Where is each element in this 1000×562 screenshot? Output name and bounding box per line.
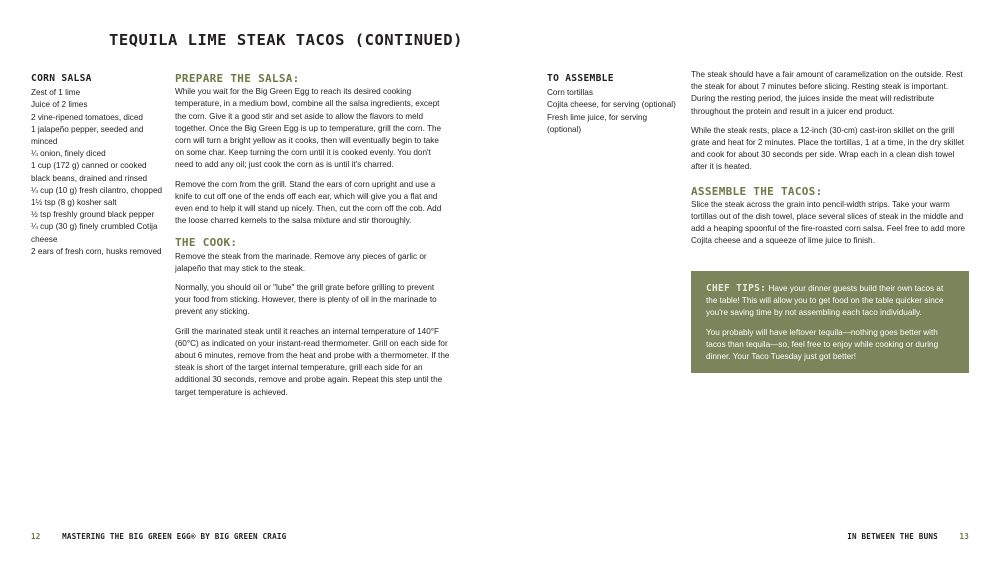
tortilla-paragraph: While the steak rests, place a 12-inch (30-cm) cast-iron skillet on the grill grate and heat for 2 minutes. Place the tortillas, 1 at a time, in the dry skillet and cook for about 30 seconds per side. Wrap each in a clean dish towel after it is heated. — [691, 125, 965, 172]
to-assemble-list — [547, 87, 682, 136]
book-title: MASTERING THE BIG GREEN EGG® BY BIG GREEN CRAIG — [62, 532, 287, 541]
chef-tips-text: Have your dinner guests build their own tacos at the table! This will allow you to get food on the table quicker since you're saving time by not assembling each taco individually. — [706, 284, 944, 318]
chef-tips-label: CHEF TIPS: — [706, 283, 767, 294]
right-instructions-column — [691, 69, 969, 255]
right-page-number: 13 — [959, 532, 969, 541]
chef-tips-box — [691, 271, 969, 373]
the-cook-paragraph: Remove the steak from the marinade. Remove any pieces of garlic or jalapeño that may stick to the steak. — [175, 251, 427, 273]
the-cook-paragraph: Normally, you should oil or "lube" the grill grate before grilling to prevent your food from sticking. However, there is plenty of oil in the marinade to prevent any sticking. — [175, 283, 437, 317]
corn-salsa-column — [31, 73, 166, 258]
footer-right — [847, 532, 969, 541]
the-cook-heading: THE COOK: — [175, 236, 238, 250]
ingredient-item: ¼ cup (10 g) fresh cilantro, chopped — [31, 185, 163, 195]
chef-tips-first-paragraph — [706, 283, 954, 320]
prepare-salsa-paragraph: Remove the corn from the grill. Stand the ears of corn upright and use a knife to cut off one of the ends off each ear, which will give you a flat and even end to help it will stand up nicely. Then, cut the corn off the cob. Add the loose charred kernels to the salsa mixture and stir thoroughly. — [175, 179, 442, 226]
ingredient-item: 2 vine-ripened tomatoes, diced — [31, 112, 143, 122]
left-page-number: 12 — [31, 532, 41, 541]
footer-left — [31, 532, 286, 541]
ingredient-item: ¼ cup (30 g) finely crumbled Cotija cheese — [31, 222, 158, 244]
page-title: TEQUILA LIME STEAK TACOS (CONTINUED) — [109, 31, 463, 49]
assemble-item: Fresh lime juice, for serving (optional) — [547, 112, 648, 134]
ingredient-item: Juice of 2 limes — [31, 100, 88, 110]
chef-tips-second-paragraph: You probably will have leftover tequila—nothing goes better with tacos than tequila—so, feel free to enjoy while cooking or during dinner. Your Taco Tuesday just got better! — [706, 327, 939, 362]
instructions-column — [175, 73, 450, 406]
the-cook-paragraph: Grill the marinated steak until it reaches an internal temperature of 140°F (60°C) as indicated on your instant-read thermometer. Grill on each side for about 6 minutes, remove from the heat and probe with a thermometer. If the steak is short of the target internal temperature, grill each side for an additional 30 seconds, remove and probe again. Repeat this step until the target temperature is achieved. — [175, 326, 450, 397]
ingredient-item: 1 jalapeño pepper, seeded and minced — [31, 124, 144, 147]
assemble-tacos-heading: ASSEMBLE THE TACOS: — [691, 184, 823, 198]
ingredient-item: 1½ tsp (8 g) kosher salt — [31, 198, 117, 208]
chapter-title: IN BETWEEN THE BUNS — [847, 532, 938, 541]
prepare-salsa-paragraph: While you wait for the Big Green Egg to reach its desired cooking temperature, in a medium bowl, combine all the salsa ingredients, except the corn. Give it a good stir and set aside to allow the flavors to meld together. Once the Big Green Egg is up to temperature, grill the corn. The corn will turn a bright yellow as it cooks, then will eventually begin to take on some char. Keep turning the corn until it is cooked evenly. You don't need to add any oil; just cook the corn as is until it's charred. — [175, 87, 442, 170]
resting-paragraph: The steak should have a fair amount of caramelization on the outside. Rest the steak for about 7 minutes before slicing. Resting steak is important. During the resting period, the juices inside the meat will redistribute throughout the protein and result in a juicer end product. — [691, 70, 963, 116]
corn-salsa-ingredient-list — [31, 87, 166, 258]
ingredient-item: 1 cup (172 g) canned or cooked black beans, drained and rinsed — [31, 161, 148, 183]
ingredient-item: ½ tsp freshly ground black pepper — [31, 210, 155, 220]
ingredient-item: ¼ onion, finely diced — [31, 149, 106, 159]
to-assemble-heading: TO ASSEMBLE — [547, 73, 614, 84]
ingredient-item: Zest of 1 lime — [31, 88, 81, 98]
to-assemble-column — [547, 73, 682, 136]
assemble-tacos-paragraph: Slice the steak across the grain into pencil-width strips. Take your warm tortillas out of the dish towel, place several slices of steak in the middle and add a heaping spoonful of the fire-roasted corn salsa. Feel free to add more Cojita cheese and a squeeze of lime juice to finish. — [691, 199, 965, 246]
assemble-item: Corn tortillas — [547, 88, 593, 98]
ingredient-item: 2 ears of fresh corn, husks removed — [31, 246, 162, 256]
prepare-salsa-heading: PREPARE THE SALSA: — [175, 72, 300, 85]
corn-salsa-heading: CORN SALSA — [31, 73, 92, 84]
assemble-item: Cojita cheese, for serving (optional) — [547, 100, 676, 110]
